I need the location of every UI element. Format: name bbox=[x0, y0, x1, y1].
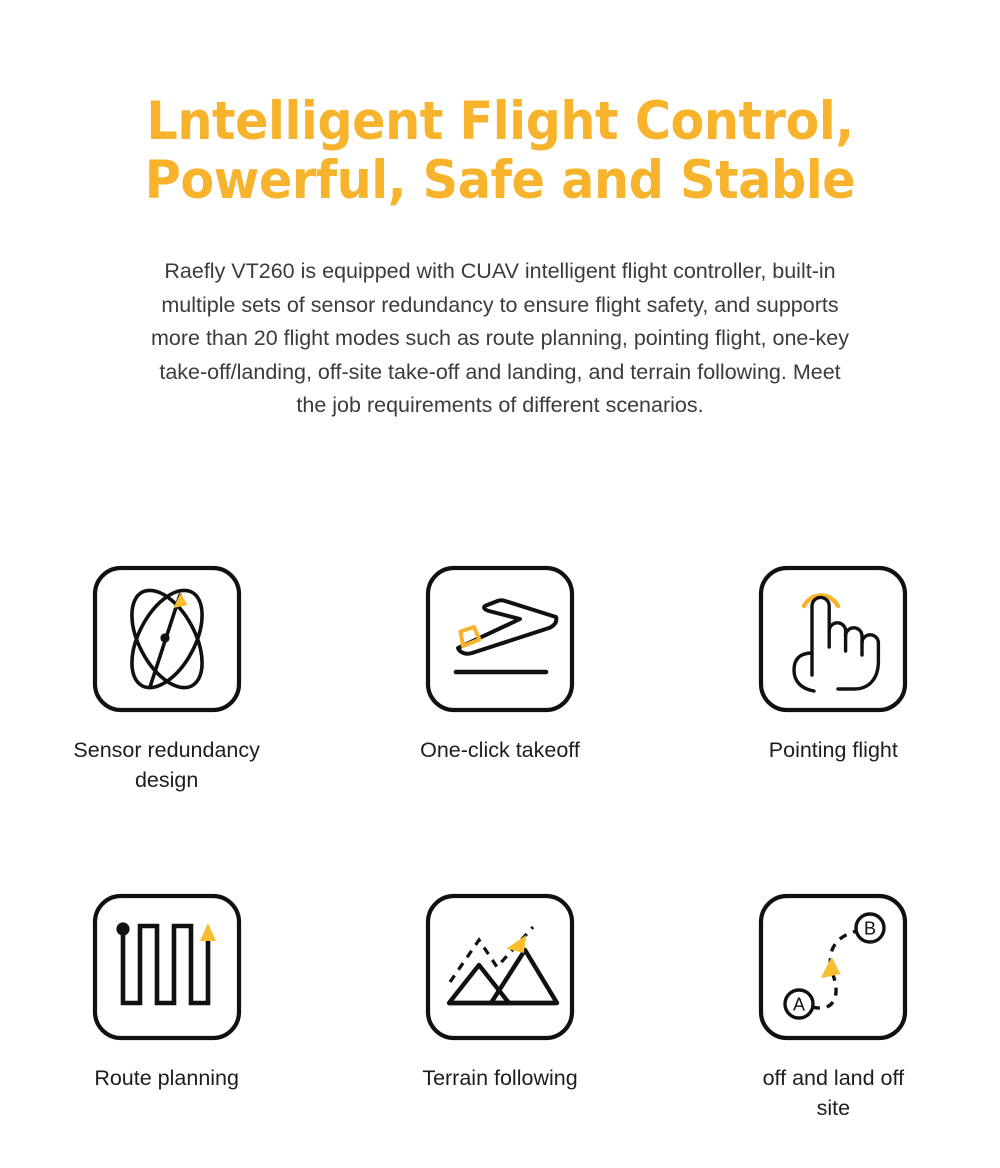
feature-label-line-1: Route planning bbox=[94, 1066, 239, 1090]
pointing-flight-icon bbox=[758, 565, 908, 713]
feature-label-route-planning bbox=[94, 1063, 239, 1093]
description-line-3: more than 20 flight modes such as route planning, pointing flight, one-key bbox=[151, 326, 849, 350]
description-line-1: Raefly VT260 is equipped with CUAV intelligent flight controller, built-in bbox=[164, 259, 836, 283]
feature-label-line-1: One-click takeoff bbox=[420, 738, 580, 762]
page-title-line-2: Powerful, Safe and Stable bbox=[144, 150, 856, 211]
description-line-5: the job requirements of different scenarios. bbox=[296, 393, 704, 417]
feature-label-line-2: site bbox=[816, 1096, 851, 1120]
waypoint-b-label: B bbox=[864, 918, 877, 939]
feature-item-pointing-flight bbox=[667, 565, 1000, 795]
feature-label-one-click-takeoff bbox=[420, 735, 580, 765]
feature-grid bbox=[0, 565, 1000, 1123]
route-planning-icon bbox=[92, 893, 242, 1041]
terrain-following-icon bbox=[425, 893, 575, 1041]
waypoint-a-label: A bbox=[793, 994, 806, 1015]
page-title bbox=[0, 92, 1000, 210]
off-site-takeoff-landing-icon bbox=[758, 893, 908, 1041]
feature-label-line-1: off and land off bbox=[762, 1066, 905, 1090]
feature-label-line-1: Pointing flight bbox=[768, 738, 898, 762]
sensor-redundancy-icon bbox=[92, 565, 242, 713]
description-paragraph bbox=[80, 255, 920, 423]
page-title-line-1: Lntelligent Flight Control, bbox=[146, 91, 854, 152]
description-line-4: take-off/landing, off-site take-off and landing, and terrain following. Meet bbox=[159, 359, 841, 384]
feature-row-bottom bbox=[0, 893, 1000, 1123]
feature-item-off-site-takeoff-landing bbox=[667, 893, 1000, 1123]
feature-row-top bbox=[0, 565, 1000, 795]
feature-label-line-1: Terrain following bbox=[422, 1066, 578, 1090]
feature-item-route-planning bbox=[0, 893, 333, 1123]
feature-label-terrain-following bbox=[422, 1063, 577, 1093]
feature-item-one-click-takeoff bbox=[333, 565, 666, 795]
feature-label-sensor-redundancy bbox=[73, 735, 259, 795]
feature-label-pointing-flight bbox=[769, 735, 898, 765]
feature-item-sensor-redundancy bbox=[0, 565, 333, 795]
feature-label-line-2: design bbox=[134, 768, 199, 792]
one-click-takeoff-icon bbox=[425, 565, 575, 713]
feature-label-line-1: Sensor redundancy bbox=[73, 738, 260, 762]
description-line-2: multiple sets of sensor redundancy to ensure flight safety, and supports bbox=[161, 292, 839, 317]
feature-item-terrain-following bbox=[333, 893, 666, 1123]
feature-label-off-site-takeoff-landing bbox=[763, 1063, 904, 1123]
